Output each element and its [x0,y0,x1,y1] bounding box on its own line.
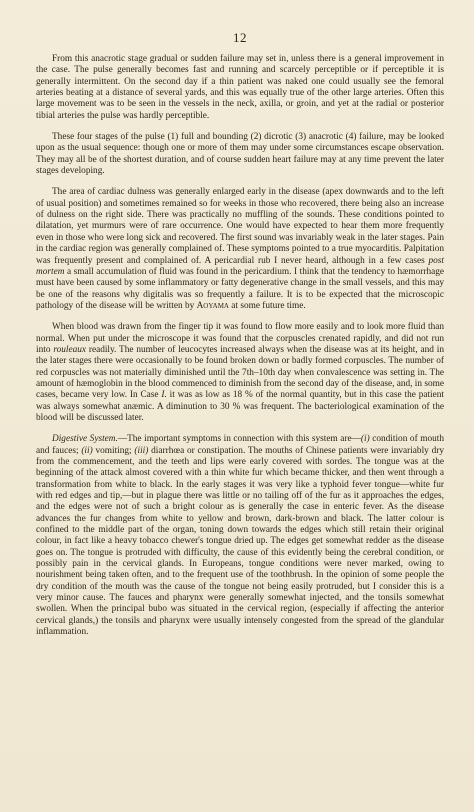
text-run: at some future time. [228,300,306,311]
author-name: Aoyama [196,300,229,311]
case-letter: I. [161,390,167,401]
italic-term: rouleaux [53,344,87,355]
section-heading: Digestive System. [52,434,118,445]
paragraph-cardiac-dulness [36,187,444,312]
paragraph-digestive-system [36,434,444,638]
text-run: vomiting; [92,445,135,456]
list-marker: (iii) [134,445,149,456]
text-run: The area of cardiac dulness was generally enlarged early in the disease (apex downwards and to the left of usual position) and sometimes remained so for weeks in those who recovered, there being also an increase of dulness on the right side. There was practically no muffling of the sounds. These conditions pointed to dilatation, yet murmurs were of rare occurrence. One would have expected to hear them more frequently even in those who were long sick and recovered. The first sound was invariably weak in the later stages. Pain in the cardiac region was generally complained of. These symptoms pointed to a true myocarditis. Palpitation was frequently present and complained of. A pericardial rub I never heard, although in a few cases [36,187,444,266]
text-run: When blood was drawn from the finger tip it was found to flow more easily and to look more fluid than normal. When put under the microscope it was found that the corpuscles crenated rapidly, and did not run into [36,322,444,355]
paragraph-pulse-stages: These four stages of the pulse (1) full and bounding (2) dicrotic (3) anacrotic (4) failure, may be looked upon as the usual sequence: though one or more of them may under some circumstances escape observation. They may all be of the shortest duration, and of course sudden heart failure may at any time prevent the later stages developing. [36,132,444,177]
text-run: readily. The number of leucocytes increased always when the disease was at its height, and in the later stages there were occasionally to be found broken down or badly formed corpuscles. The number of red corpuscles was not materially diminished until the 7th–10th day when convalescence was setting in. The amount of hæmoglobin in the blood commenced to diminish from the second day of the disease, and, in some cases, became very low. In Case [36,344,445,401]
list-marker: (ii) [81,445,93,456]
paragraph-blood [36,322,444,424]
text-run: —The important symptoms in connection with this system are— [117,434,361,445]
paragraph-pulse-failure: From this anacrotic stage gradual or sudden failure may set in, unless there is a general improvement in the case. The pulse generally becomes fast and running and scarcely perceptible or if perceptible it is generally intermittent. On the second day if a thin patient was naked one could usually see the femoral arteries beating at a distance of several yards, and this was equally true of the other large arteries. Often this large movement was to be seen in the vessels in the neck, axilla, or groin, and yet at the radial or posterior tibial arteries the pulse was hardly perceptible. [36,54,444,121]
text-run: it was as low as 18 % of the normal quantity, but in this case the patient was always somewhat anæmic. A diminution to 30 % was frequent. The bacteriological examination of the blood will be discussed later. [36,390,444,423]
text-run: condition of mouth and fauces; [36,434,444,456]
text-run: diarrhœa or constipation. The mouths of Chinese patients were invariably dry from the commencement, and the teeth and lips were early covered with sordes. The tongue was at the beginning of the attack almost covered with a thin white fur which became thicker, and then went through a transformation from white to black. In the early stages it was very like a typhoid fever tongue—white fur with red edges and tip,—but in plague there was little or no tailing off of the fur as it approaches the edges, and the edges were not of such a bright colour as is generally the case in enteric fever. As the disease advances the fur changes from white to yellow and brown, dark-brown and black. The latter colour is confined to the middle part of the organ, toning down towards the edges which still retain their original colour, in fact like a heavy tobacco chewer's tongue dried up. The edges get somewhat redder as the disease goes on. The tongue is protruded with difficulty, the cause of this evidently being the cerebral condition, or possibly pain in the cervical glands. In Europeans, tongue conditions were never marked, owing to nourishment being taken often, and to the frequent use of the toothbrush. In the opinion of some people the dry condition of the mouth was the cause of the tongue not being easily protruded, but I consider this is a very minor cause. The fauces and pharynx were generally somewhat injected, and the tonsils somewhat swollen. When the principal bubo was situated in the cervical region, (especially if affecting the anterior cervical glands,) the tonsils and pharynx were usually intensely congested from the spread of the glandular inflammation. [36,445,444,638]
list-marker: (i) [360,434,370,445]
italic-term: post mortem [36,255,444,277]
page-number: 12 [233,30,247,45]
text-run: a small accumulation of fluid was found in the pericardium. I think that the tendency to hæmorrhage must have been caused by some inflammatory or fatty degenerative change in the small vessels, and this may be one of the reasons why digitalis was so frequently a failure. It is to be expected that the microscopic pathology of the disease will be written by [36,266,444,311]
